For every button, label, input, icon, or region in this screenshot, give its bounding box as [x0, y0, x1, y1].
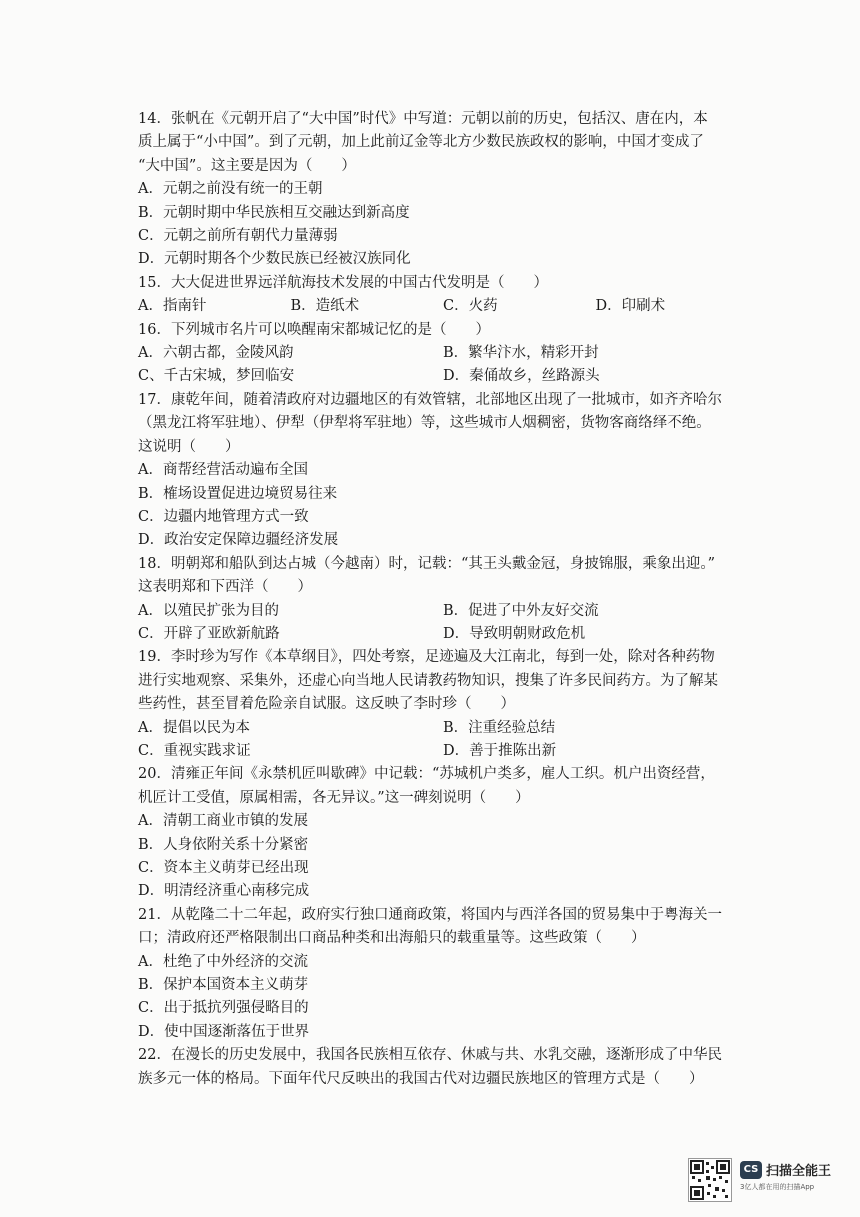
answer-option: B．保护本国资本主义萌芽 [138, 977, 309, 994]
answer-option: A．杜绝了中外经济的交流 [138, 953, 308, 970]
answer-option: C．出于抵抗列强侵略目的 [138, 1000, 309, 1017]
answer-option: D．元朝时期各个少数民族已经被汉族同化 [138, 251, 411, 268]
question-text: 这表明郑和下西洋（ ） [138, 579, 312, 596]
answer-option: D．导致明朝财政危机 [443, 625, 586, 642]
answer-option: C、千古宋城，梦回临安 [138, 368, 295, 385]
question-list [138, 108, 748, 1091]
answer-option: B．促进了中外友好交流 [443, 602, 599, 619]
question-text: 机匠计工受值，原属相需，各无异议。”这一碑刻说明（ ） [138, 789, 530, 806]
question-text: 14．张帆在《元朝开启了“大中国”时代》中写道：元朝以前的历史，包括汉、唐在内，本 [138, 111, 708, 127]
answer-option: C．开辟了亚欧新航路 [138, 625, 280, 642]
question-text: 族多元一体的格局。下面年代尺反映出的我国古代对边疆民族地区的管理方式是（ ） [138, 1070, 704, 1087]
question-text: 这说明（ ） [138, 438, 240, 455]
option-row [138, 623, 748, 646]
question-18 [138, 553, 748, 647]
camscanner-logo-icon: CS [740, 1161, 762, 1179]
answer-option: C．资本主义萌芽已经出现 [138, 860, 309, 876]
answer-option: A．以殖民扩张为目的 [138, 602, 279, 619]
answer-option: B．注重经验总结 [443, 719, 556, 736]
answer-option: B．榷场设置促进边境贸易往来 [138, 485, 338, 502]
question-text: 15．大大促进世界远洋航海技术发展的中国古代发明是（ ） [138, 274, 548, 291]
question-text: 22．在漫长的历史发展中，我国各民族相互依存、休戚与共、水乳交融，逐渐形成了中华民 [138, 1047, 722, 1064]
option-row [138, 740, 748, 763]
question-text: 19．李时珍为写作《本草纲目》，四处考察，足迹遍及大江南北，每到一处，除对各种药物 [138, 649, 715, 666]
question-text: 口；清政府还严格限制出口商品种类和出海船只的载重量等。这些政策（ ） [138, 930, 646, 947]
question-text: 质上属于“小中国”。到了元朝，加上此前辽金等北方少数民族政权的影响，中国才变成了 [138, 134, 704, 151]
answer-option: A．清朝工商业市镇的发展 [138, 813, 308, 830]
question-text: 些药性，甚至冒着危险亲自试服。这反映了李时珍（ ） [138, 696, 515, 713]
question-16 [138, 319, 748, 389]
answer-option: D．秦俑故乡，丝路源头 [443, 368, 600, 385]
question-15 [138, 272, 748, 319]
answer-option: C．重视实践求证 [138, 742, 251, 759]
option-row [138, 365, 748, 388]
question-text: 18．明朝郑和船队到达占城（今越南）时，记载：“其王头戴金冠，身披锦服，乘象出迎。” [138, 555, 716, 572]
option-row [138, 600, 748, 623]
answer-option: A．提倡以民为本 [138, 719, 250, 736]
question-text: “大中国”。这主要是因为（ ） [138, 157, 356, 174]
question-14 [138, 108, 748, 272]
question-17 [138, 389, 748, 553]
answer-option: A．六朝古都，金陵风韵 [138, 345, 294, 362]
answer-option: B．元朝时期中华民族相互交融达到新高度 [138, 204, 410, 221]
question-text: 16．下列城市名片可以唤醒南宋都城记忆的是（ ） [138, 321, 490, 338]
answer-option: D．使中国逐渐落伍于世界 [138, 1023, 310, 1040]
answer-option: B．人身依附关系十分紧密 [138, 836, 309, 853]
scanner-watermark [688, 1158, 838, 1204]
answer-option: B．造纸术 [290, 298, 360, 315]
question-19 [138, 646, 748, 763]
question-20 [138, 763, 748, 903]
question-text: 进行实地观察、采集外，还虚心向当地人民请教药物知识，搜集了许多民间药方。为了解某 [138, 672, 718, 689]
qr-code-icon [688, 1158, 732, 1202]
question-text: 20．清雍正年间《永禁机匠叫歇碑》中记载：“苏城机户类多，雇人工织。机户出资经营， [138, 766, 715, 783]
option-row [138, 717, 748, 740]
option-row [138, 342, 748, 365]
answer-option: D．善于推陈出新 [443, 742, 557, 759]
answer-option: A．指南针 [138, 298, 207, 315]
question-text: 17．康乾年间，随着清政府对边疆地区的有效管辖，北部地区出现了一批城市，如齐齐哈尔 [138, 391, 722, 408]
answer-option: C．火药 [443, 298, 498, 315]
question-text: 21．从乾隆二十二年起，政府实行独口通商政策，将国内与西洋各国的贸易集中于粤海关一 [138, 906, 722, 923]
brand-tagline: 3亿人都在用的扫描App [740, 1183, 815, 1191]
brand-name: 扫描全能王 [766, 1164, 832, 1179]
option-row [138, 295, 748, 318]
answer-option: D．明清经济重心南移完成 [138, 883, 310, 900]
question-21 [138, 904, 748, 1044]
answer-option: C．元朝之前所有朝代力量薄弱 [138, 228, 338, 245]
answer-option: A．元朝之前没有统一的王朝 [138, 181, 323, 198]
question-text: （黑龙江将军驻地）、伊犁（伊犁将军驻地）等，这些城市人烟稠密，货物客商络绎不绝。 [138, 415, 711, 432]
answer-option: D．政治安定保障边疆经济发展 [138, 532, 339, 549]
answer-option: A．商帮经营活动遍布全国 [138, 462, 308, 479]
question-22 [138, 1044, 748, 1091]
answer-option: D．印刷术 [595, 298, 666, 315]
answer-option: C．边疆内地管理方式一致 [138, 508, 309, 525]
answer-option: B．繁华汴水，精彩开封 [443, 345, 599, 362]
brand-block [740, 1160, 831, 1192]
